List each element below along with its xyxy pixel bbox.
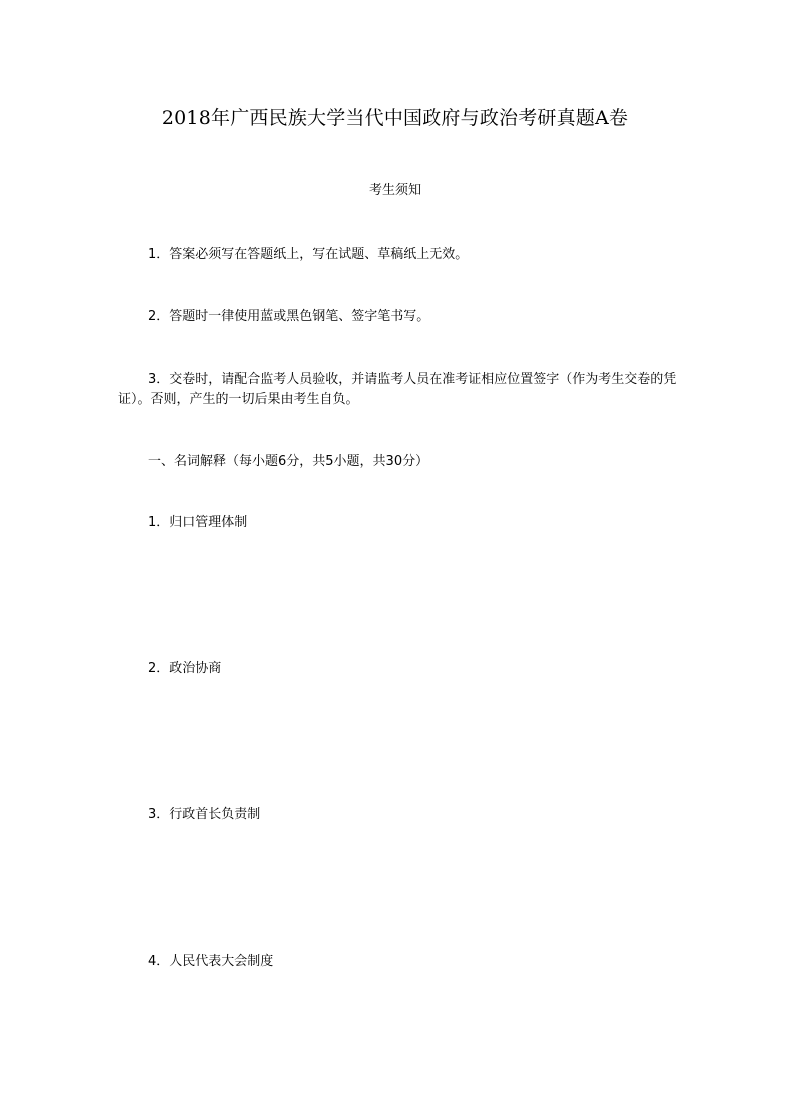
notice-item-3: 3．交卷时，请配合监考人员验收，并请监考人员在准考证相应位置签字（作为考生交卷的凭证）。否则，产生的一切后果由考生自负。 (118, 372, 677, 407)
question-3: 3．行政首长负责制 (148, 807, 261, 822)
notice-item-1: 1．答案必须写在答题纸上，写在试题、草稿纸上无效。 (148, 247, 469, 262)
question-2: 2．政治协商 (148, 661, 222, 676)
question-1: 1．归口管理体制 (148, 515, 248, 530)
notice-heading: 考生须知 (368, 183, 421, 198)
page-title: 2018年广西民族大学当代中国政府与政治考研真题A卷 (161, 107, 629, 129)
section-heading: 一、名词解释（每小题6分，共5小题，共30分） (148, 454, 429, 469)
notice-item-2: 2．答题时一律使用蓝或黑色钢笔、签字笔书写。 (148, 309, 430, 324)
question-4: 4．人民代表大会制度 (148, 954, 274, 969)
